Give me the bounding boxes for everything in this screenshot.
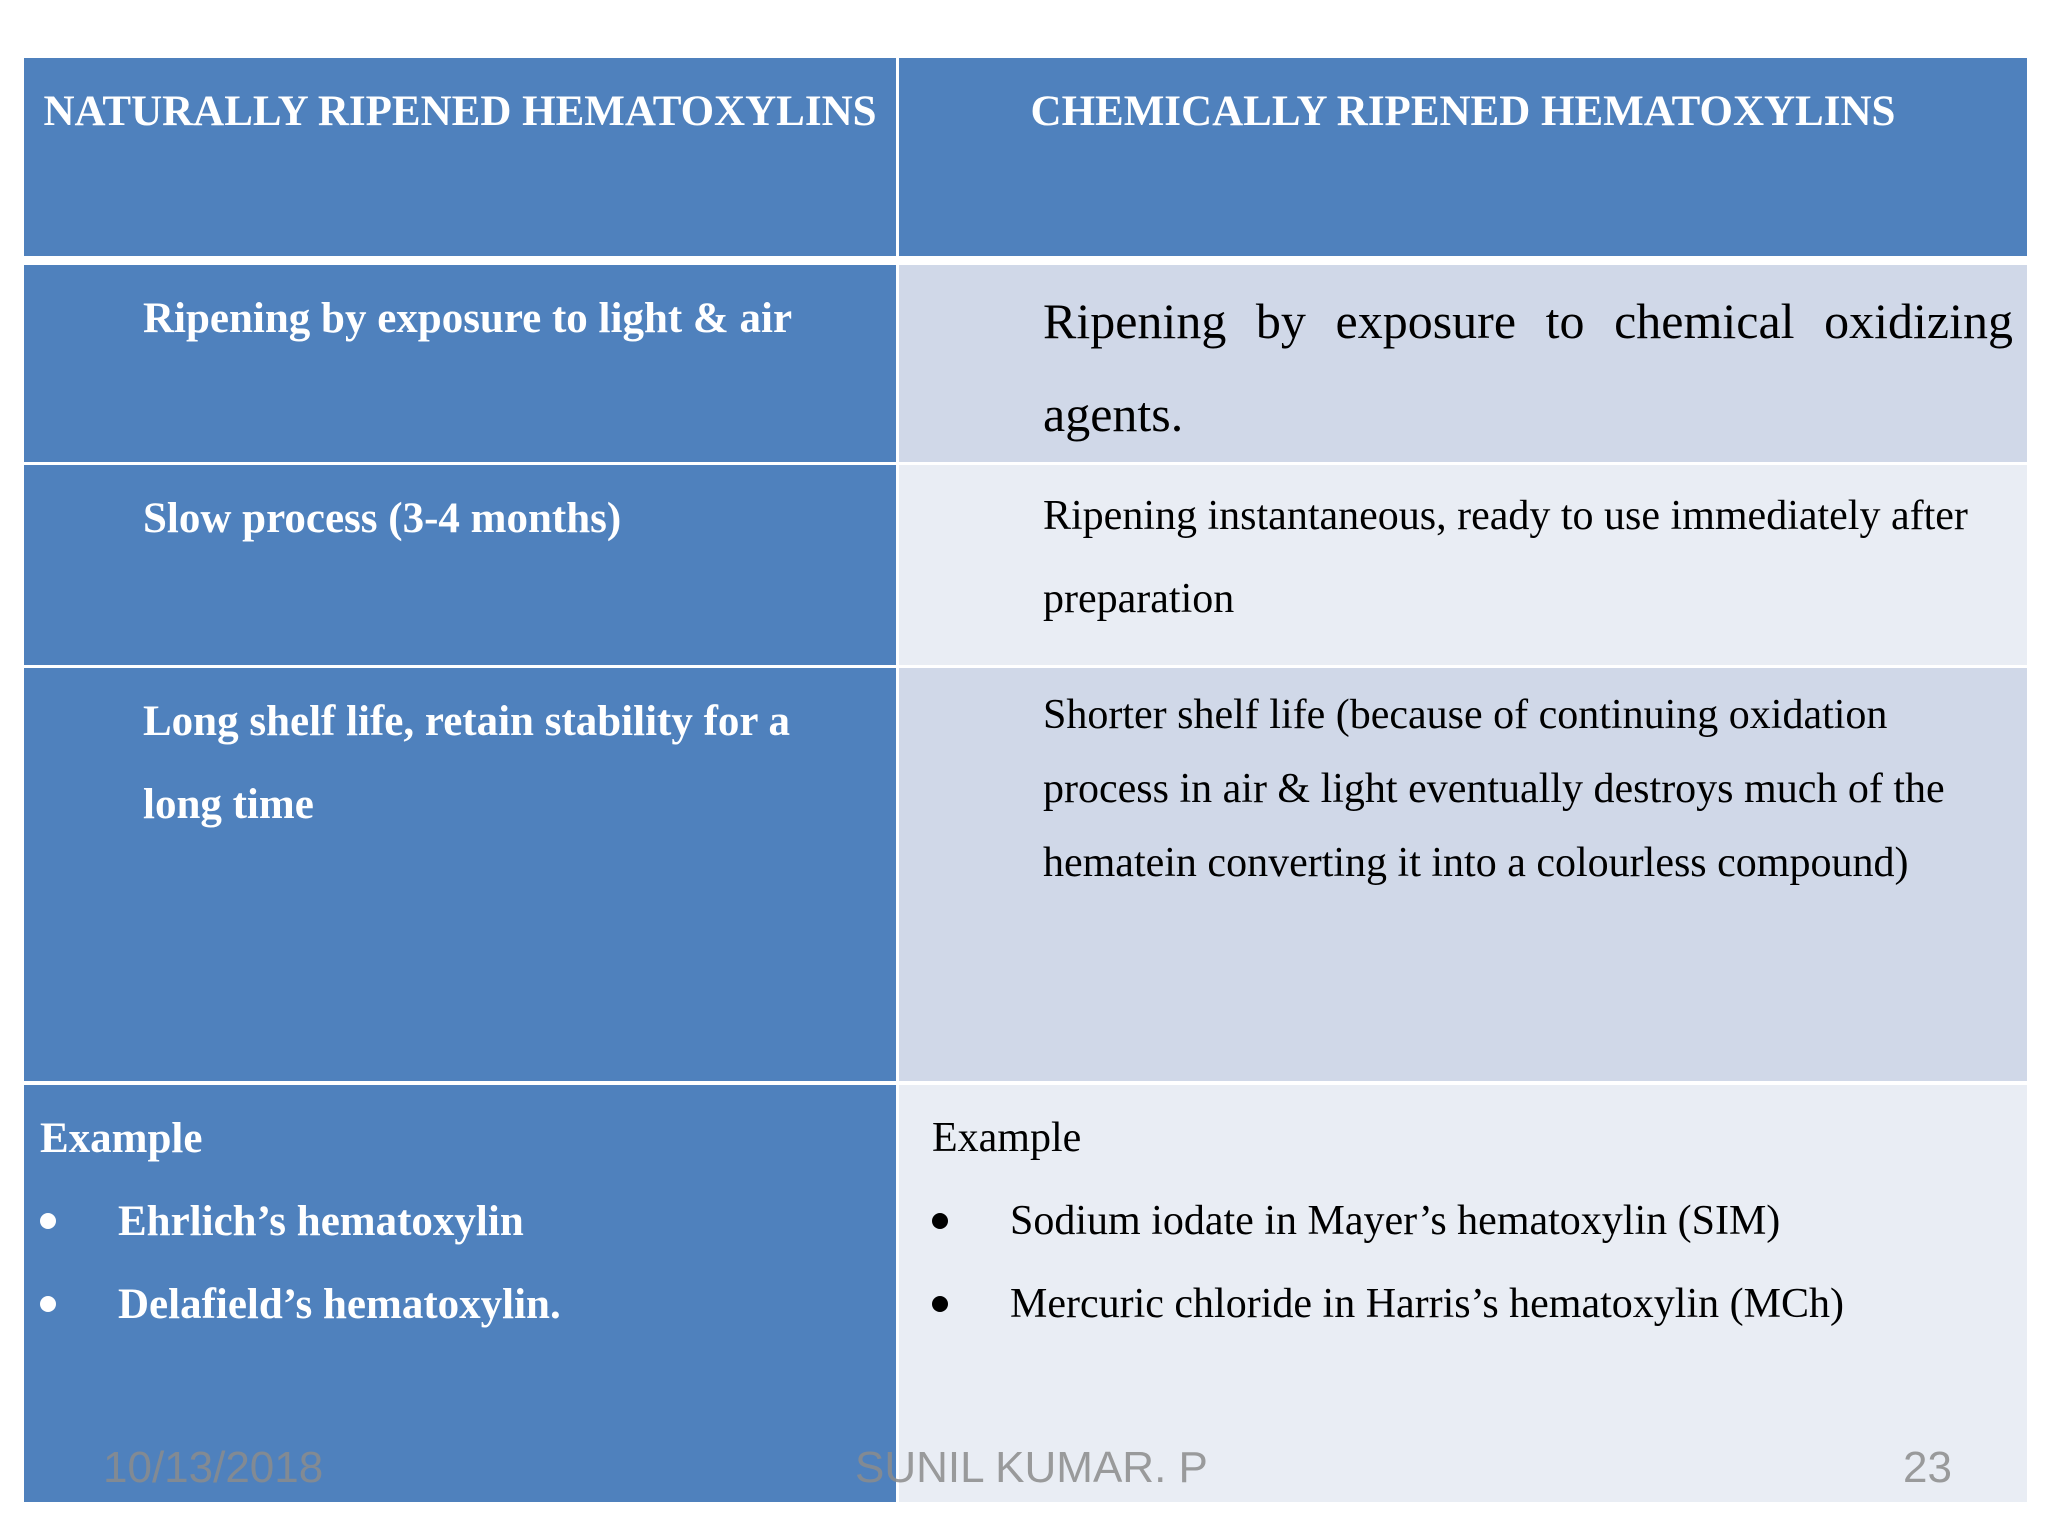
row-3-chemical [899,668,2027,1081]
row-1-natural-text: Ripening by exposure to light & air [143,295,793,342]
bullet-icon [40,1213,56,1229]
header-chemical [899,58,2027,256]
comparison-table [24,58,2027,1502]
header-natural [24,58,896,256]
bullet-icon [40,1296,56,1312]
row-2-chemical [899,465,2027,665]
list-item [40,1180,880,1263]
examples-natural-list [40,1180,880,1346]
row-1-natural [24,265,896,462]
row-2-natural [24,465,896,665]
row-3-natural [24,668,896,1081]
row-2-chemical-text: Ripening instantaneous, ready to use immediately after preparation [1043,493,1968,622]
bullet-icon [932,1296,948,1312]
row-2-natural-text: Slow process (3-4 months) [143,495,622,542]
bullet-icon [932,1213,948,1229]
footer-date: 10/13/2018 [103,1443,324,1492]
list-item-text: Mercuric chloride in Harris’s hematoxylin (MCh) [1010,1281,1844,1327]
list-item [40,1263,880,1346]
footer-page-number: 23 [1903,1443,1952,1492]
footer-author: SUNIL KUMAR. P [855,1443,1208,1492]
row-1-chemical [899,265,2027,462]
row-3-chemical-text: Shorter shelf life (because of continuing oxidation process in air & light eventually destroys much of the hematein converting it into a colourless compound) [1043,692,1945,886]
row-1-chemical-text: Ripening by exposure to chemical oxidizing agents. [1043,293,2013,442]
list-item [932,1180,2012,1263]
list-item-text: Ehrlich’s hematoxylin [118,1198,524,1245]
list-item-text: Delafield’s hematoxylin. [118,1281,561,1328]
row-3-natural-text: Long shelf life, retain stability for a long time [143,698,790,828]
examples-chemical-list [932,1180,2012,1346]
list-item [932,1263,2012,1346]
examples-natural-label: Example [40,1115,203,1162]
header-chemical-label: CHEMICALLY RIPENED HEMATOXYLINS [1030,88,1896,135]
header-natural-label: NATURALLY RIPENED HEMATOXYLINS [43,88,877,135]
list-item-text: Sodium iodate in Mayer’s hematoxylin (SIM) [1010,1198,1781,1244]
examples-chemical-label: Example [932,1115,1082,1161]
